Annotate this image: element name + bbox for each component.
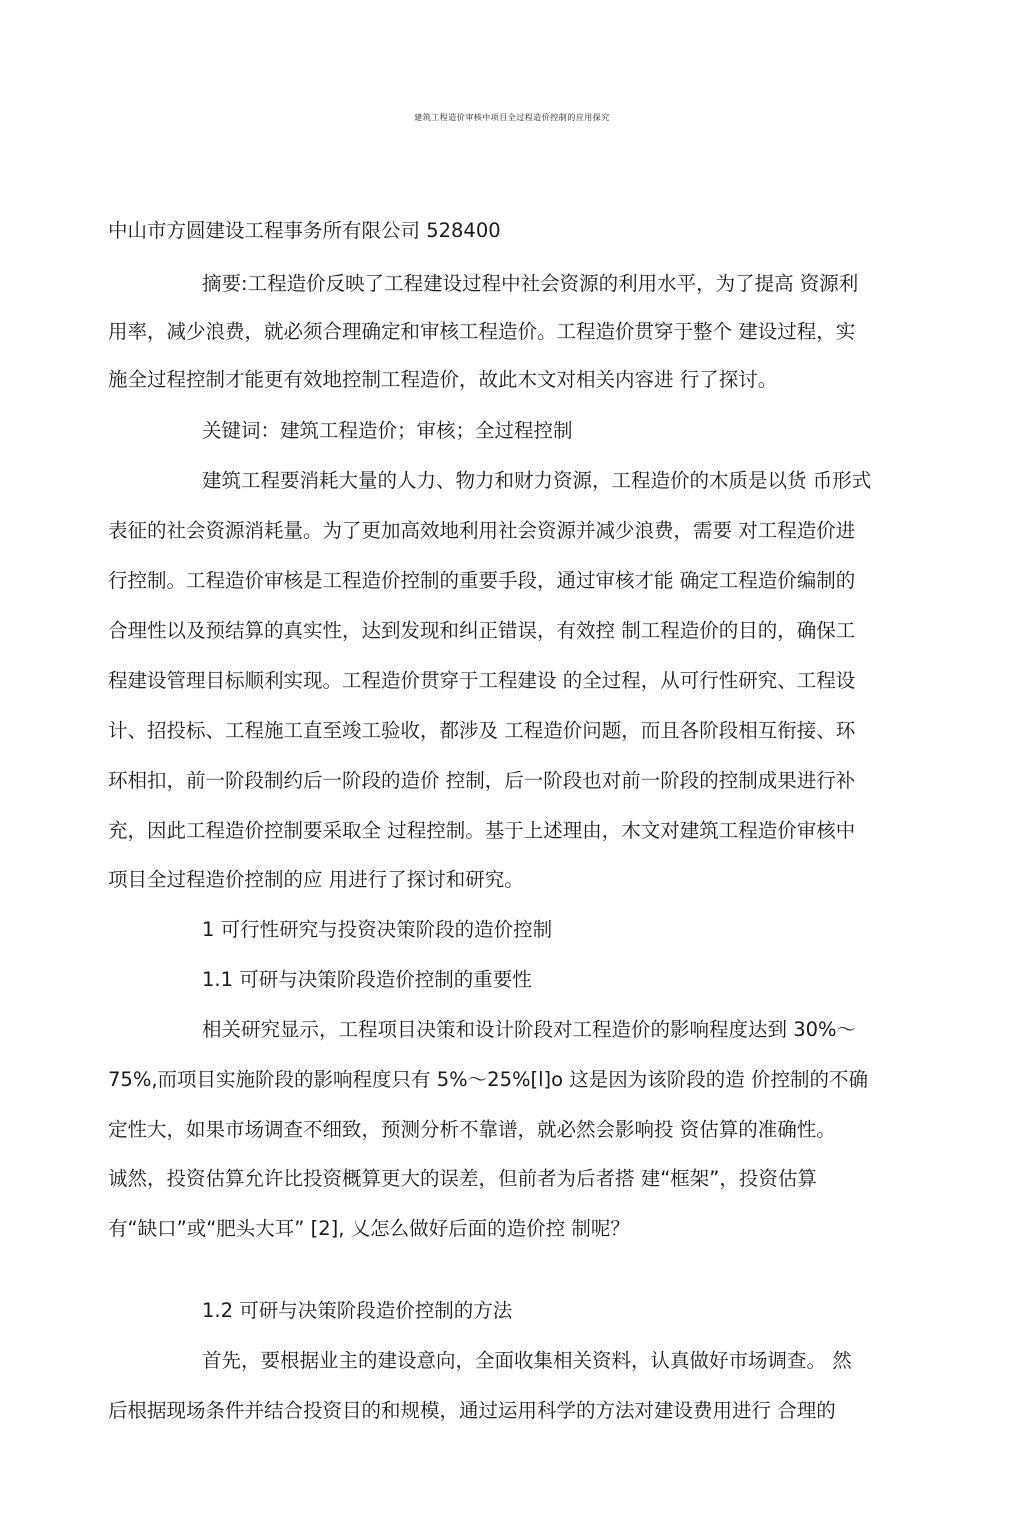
section-heading: 1 可行性研究与投资决策阶段的造价控制 <box>202 918 553 941</box>
body-line: 75%,而项目实施阶段的影响程度只有 5%～25%[l]o 这是因为该阶段的造 价控制的不确 <box>108 1068 868 1091</box>
intro-line: 行控制。工程造价审核是工程造价控制的重要手段，通过审核才能 确定工程造价编制的 <box>108 569 856 592</box>
body-line: 后根据现场条件并结合投资目的和规模，通过运用科学的方法对建设费用进行 合理的 <box>108 1399 836 1422</box>
body-line: 诚然，投资估算允许比投资概算更大的误差，但前者为后者搭 建“框架”，投资估算 <box>108 1167 817 1190</box>
document-title: 建筑工程造价审核中项目全过程造价控制的应用探究 <box>414 113 610 122</box>
body-line: 有“缺口”或“肥头大耳” [2], 乂怎么做好后面的造价控 制呢？ <box>108 1217 630 1240</box>
subsection-heading: 1.1 可研与决策阶段造价控制的重要性 <box>202 968 532 991</box>
subsection-heading: 1.2 可研与决策阶段造价控制的方法 <box>202 1299 513 1322</box>
keywords-line: 关键词：建筑工程造价；审核；全过程控制 <box>202 419 573 442</box>
intro-line: 项目全过程造价控制的应 用进行了探讨和研究。 <box>108 868 524 891</box>
author-affiliation: 中山市方圆建设工程事务所有限公司 528400 <box>108 219 501 242</box>
intro-line: 合理性以及预结算的真实性，达到发现和纠正错误，有效控 制工程造价的目的，确保工 <box>108 619 856 642</box>
intro-line: 充，因此工程造价控制要采取全 过程控制。基于上述理由，木文对建筑工程造价审核中 <box>108 819 856 842</box>
abstract-line: 施全过程控制才能更有效地控制工程造价，故此木文对相关内容进 行了探讨。 <box>108 368 778 391</box>
body-line: 相关研究显示，工程项目决策和设计阶段对工程造价的影响程度达到 30%～ <box>202 1018 857 1041</box>
abstract-line: 摘要:工程造价反映了工程建设过程中社会资源的利用水平，为了提高 资源利 <box>202 272 859 295</box>
intro-line: 环相扣，前一阶段制约后一阶段的造价 控制，后一阶段也对前一阶段的控制成果进行补 <box>108 769 856 792</box>
abstract-line: 用率，减少浪费，就必须合理确定和审核工程造价。工程造价贯穿于整个 建设过程，实 <box>108 320 856 343</box>
body-line: 首先，要根据业主的建设意向，全面收集相关资料，认真做好市场调查。 然 <box>202 1349 852 1372</box>
body-line: 定性大，如果市场调查不细致，预测分析不靠谱，就必然会影响投 资估算的准确性。 <box>108 1118 836 1141</box>
intro-line: 建筑工程要消耗大量的人力、物力和财力资源，工程造价的木质是以货 币形式 <box>202 469 872 492</box>
intro-line: 表征的社会资源消耗量。为了更加高效地利用社会资源并减少浪费，需要 对工程造价进 <box>108 519 856 542</box>
intro-line: 计、招投标、工程施工直至竣工验收，都涉及 工程造价问题，而且各阶段相互衔接、环 <box>108 719 856 742</box>
intro-line: 程建设管理目标顺利实现。工程造价贯穿于工程建设 的全过程，从可行性研究、工程设 <box>108 669 856 692</box>
